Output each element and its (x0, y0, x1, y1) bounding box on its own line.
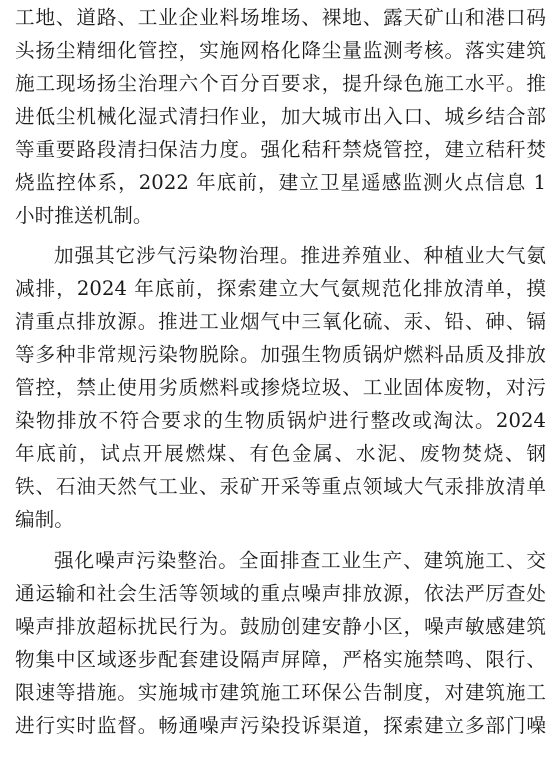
paragraph-2-line-5: 管控，禁止使用劣质燃料或掺烧垃圾、工业固体废物，对污 (15, 376, 546, 399)
paragraph-2-line-6: 染物排放不符合要求的生物质锅炉进行整改或淘汰。2024 (15, 409, 546, 432)
paragraph-1-line-7: 小时推送机制。 (15, 204, 153, 227)
paragraph-3-line-1: 强化噪声污染整治。全面排查工业生产、建筑施工、交 (54, 549, 546, 572)
paragraph-1-line-3: 施工现场扬尘治理六个百分百要求，提升绿色施工水平。推 (15, 72, 546, 95)
paragraph-1-line-1: 工地、道路、工业企业料场堆场、裸地、露天矿山和港口码 (15, 6, 546, 29)
paragraph-2-line-2: 减排，2024 年底前，探索建立大气氨规范化排放清单，摸 (15, 277, 546, 300)
paragraph-2-line-1: 加强其它涉气污染物治理。推进养殖业、种植业大气氨 (54, 244, 546, 267)
paragraph-2-line-9: 编制。 (15, 508, 74, 531)
paragraph-3-line-4: 物集中区域逐步配套建设隔声屏障，严格实施禁鸣、限行、 (15, 648, 546, 671)
paragraph-1-line-6: 烧监控体系，2022 年底前，建立卫星遥感监测火点信息 1 (15, 171, 546, 194)
paragraph-3-line-2: 通运输和社会生活等领域的重点噪声排放源，依法严厉查处 (15, 582, 546, 605)
paragraph-2-line-3: 清重点排放源。推进工业烟气中三氧化硫、汞、铅、砷、镉 (15, 310, 546, 333)
paragraph-2-line-8: 铁、石油天然气工业、汞矿开采等重点领域大气汞排放清单 (15, 475, 546, 498)
paragraph-3-line-6: 进行实时监督。畅通噪声污染投诉渠道，探索建立多部门噪 (15, 714, 546, 737)
paragraph-2-line-4: 等多种非常规污染物脱除。加强生物质锅炉燃料品质及排放 (15, 343, 546, 366)
paragraph-1-line-4: 进低尘机械化湿式清扫作业，加大城市出入口、城乡结合部 (15, 105, 546, 128)
paragraph-1-line-5: 等重要路段清扫保洁力度。强化秸秆禁烧管控，建立秸秆焚 (15, 138, 546, 161)
paragraph-3-line-3: 噪声排放超标扰民行为。鼓励创建安静小区，噪声敏感建筑 (15, 615, 546, 638)
paragraph-3-line-5: 限速等措施。实施城市建筑施工环保公告制度，对建筑施工 (15, 681, 546, 704)
paragraph-1-line-2: 头扬尘精细化管控，实施网格化降尘量监测考核。落实建筑 (15, 39, 546, 62)
paragraph-2-line-7: 年底前，试点开展燃煤、有色金属、水泥、废物焚烧、钢 (15, 442, 546, 465)
